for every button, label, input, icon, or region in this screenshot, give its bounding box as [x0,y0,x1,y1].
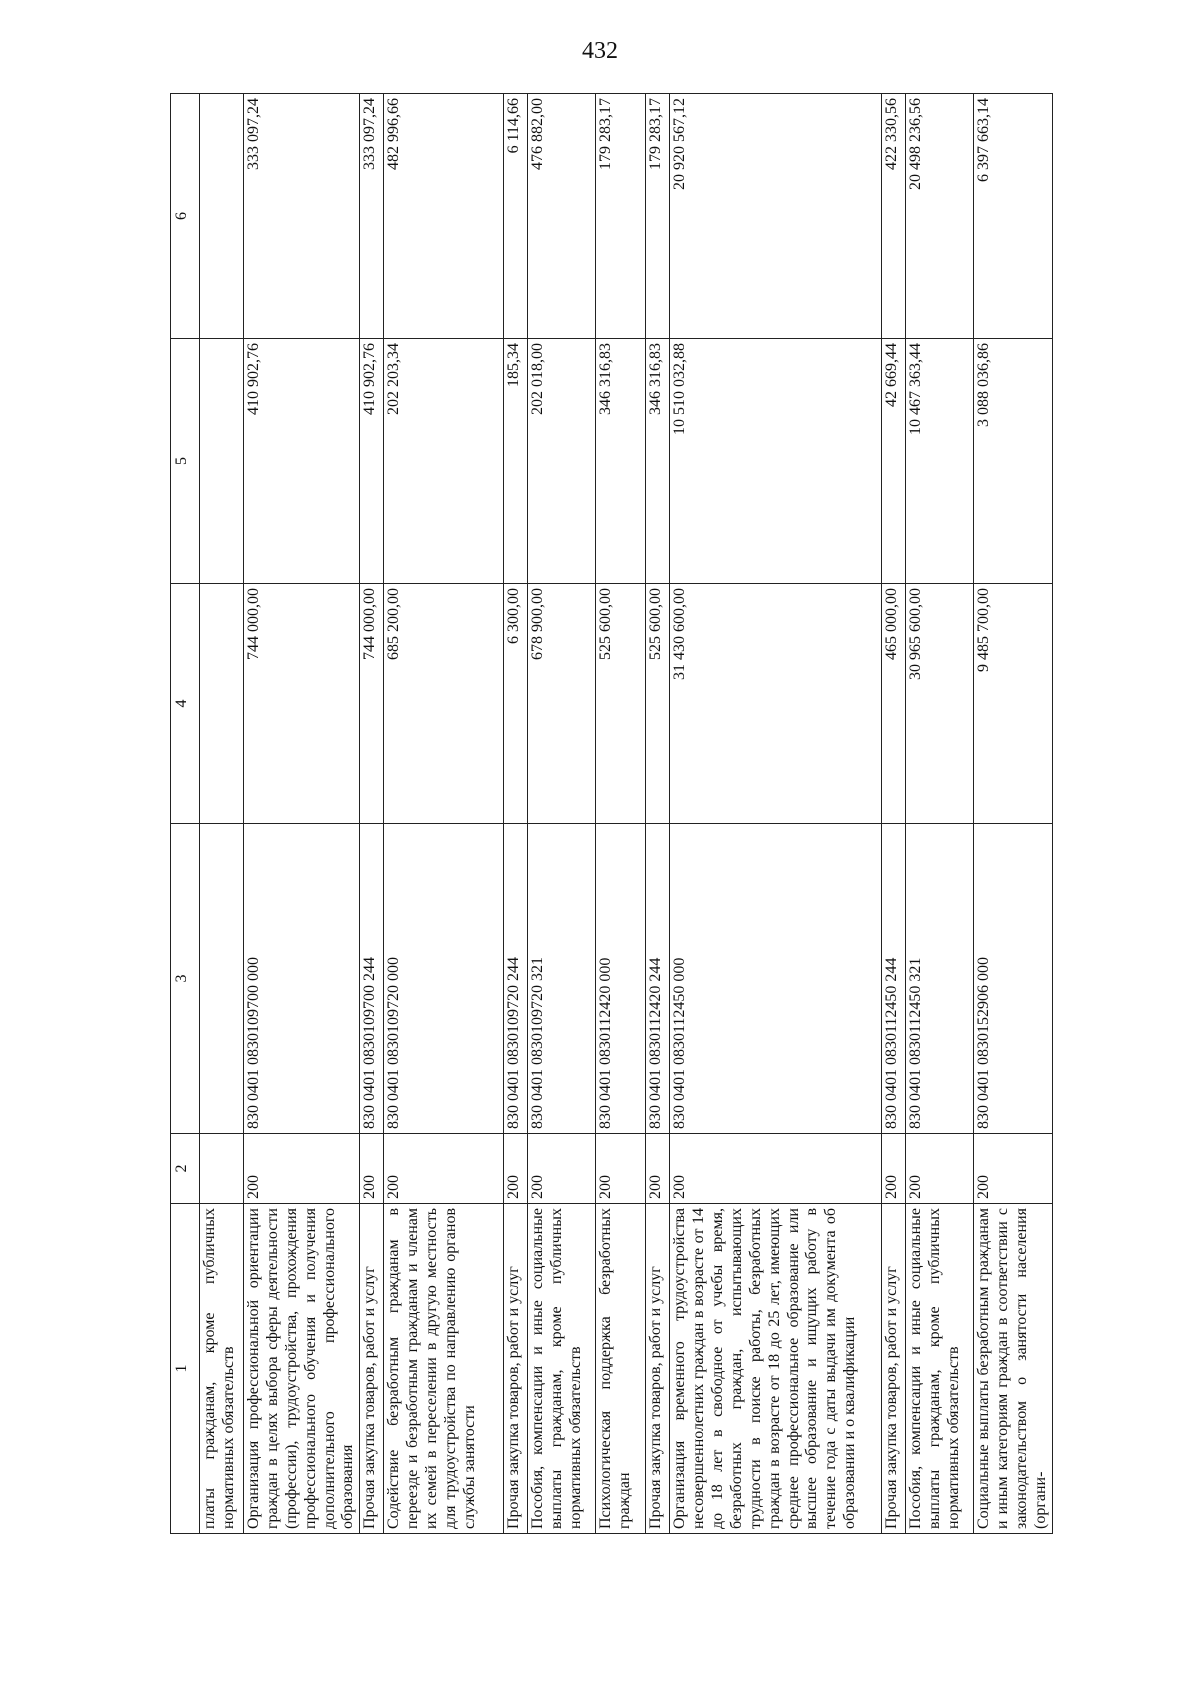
row-code-cell: 200 [384,1134,504,1204]
row-executed-cell: 185,34 [504,339,528,584]
column-header: 6 [171,94,200,339]
column-number-row [171,94,200,1534]
column-header: 1 [171,1204,200,1534]
row-name-cell: Социальные выплаты безработным гражданам и иным категориям граждан в соответствии с законодательством о занятости населения (органи- [974,1204,1053,1534]
row-name-cell: Прочая закупка товаров, работ и услуг [504,1204,528,1534]
row-kbk-cell: 830 0401 0830109700 244 [360,824,384,1134]
row-kbk-cell [200,824,244,1134]
row-executed-cell: 410 902,76 [360,339,384,584]
row-code-cell: 200 [528,1134,596,1204]
table-row [596,94,646,1534]
row-plan-cell: 685 200,00 [384,584,504,824]
table-row [528,94,596,1534]
row-name-cell: Прочая закупка товаров, работ и услуг [646,1204,670,1534]
row-name-cell: Пособия, компенсации и иные социальные выплаты гражданам, кроме публичных нормативных обязательств [528,1204,596,1534]
row-executed-cell: 346 316,83 [646,339,670,584]
page-number: 432 [582,38,618,64]
row-code-cell: 200 [670,1134,882,1204]
table-row [504,94,528,1534]
row-remainder-cell: 179 283,17 [646,94,670,339]
row-remainder-cell: 6 397 663,14 [974,94,1053,339]
row-plan-cell: 9 485 700,00 [974,584,1053,824]
table-row [200,94,244,1534]
row-remainder-cell: 20 498 236,56 [906,94,974,339]
row-name-cell: Организация профессиональной ориентации граждан в целях выбора сферы деятельности (профессии), трудоустройства, прохождения профессионального обучения и получения дополнительного профессионального образования [244,1204,360,1534]
table-row [906,94,974,1534]
row-code-cell [200,1134,244,1204]
row-kbk-cell: 830 0401 0830112450 000 [670,824,882,1134]
row-executed-cell: 202 018,00 [528,339,596,584]
row-remainder-cell [200,94,244,339]
row-plan-cell: 744 000,00 [360,584,384,824]
row-kbk-cell: 830 0401 0830112420 244 [646,824,670,1134]
row-remainder-cell: 482 996,66 [384,94,504,339]
row-kbk-cell: 830 0401 0830109720 321 [528,824,596,1134]
row-kbk-cell: 830 0401 0830109720 000 [384,824,504,1134]
budget-table [170,93,1053,1534]
row-executed-cell: 346 316,83 [596,339,646,584]
row-remainder-cell: 6 114,66 [504,94,528,339]
table-row [882,94,906,1534]
row-plan-cell: 465 000,00 [882,584,906,824]
row-remainder-cell: 476 882,00 [528,94,596,339]
row-kbk-cell: 830 0401 0830109700 000 [244,824,360,1134]
row-executed-cell: 202 203,34 [384,339,504,584]
row-plan-cell: 31 430 600,00 [670,584,882,824]
row-code-cell: 200 [596,1134,646,1204]
row-code-cell: 200 [244,1134,360,1204]
column-header: 3 [171,824,200,1134]
row-code-cell: 200 [906,1134,974,1204]
row-executed-cell: 3 088 036,86 [974,339,1053,584]
table-row [384,94,504,1534]
row-name-cell: Прочая закупка товаров, работ и услуг [882,1204,906,1534]
column-header: 5 [171,339,200,584]
table-row [974,94,1053,1534]
row-remainder-cell: 422 330,56 [882,94,906,339]
row-remainder-cell: 333 097,24 [360,94,384,339]
row-plan-cell: 525 600,00 [596,584,646,824]
row-executed-cell: 42 669,44 [882,339,906,584]
column-header: 2 [171,1134,200,1204]
row-code-cell: 200 [882,1134,906,1204]
column-header: 4 [171,584,200,824]
row-executed-cell: 410 902,76 [244,339,360,584]
row-executed-cell [200,339,244,584]
budget-table-rotated [170,94,1055,1534]
row-kbk-cell: 830 0401 0830112450 321 [906,824,974,1134]
table-row [360,94,384,1534]
row-executed-cell: 10 467 363,44 [906,339,974,584]
row-code-cell: 200 [646,1134,670,1204]
row-name-cell: Содействие безработным гражданам в переезде и безработным гражданам и членам их семей в переселении в другую местность для трудоустройства по направлению органов службы занятости [384,1204,504,1534]
row-plan-cell [200,584,244,824]
row-plan-cell: 678 900,00 [528,584,596,824]
table-row [670,94,882,1534]
row-code-cell: 200 [504,1134,528,1204]
row-code-cell: 200 [974,1134,1053,1204]
row-kbk-cell: 830 0401 0830109720 244 [504,824,528,1134]
row-kbk-cell: 830 0401 0830152906 000 [974,824,1053,1134]
row-code-cell: 200 [360,1134,384,1204]
row-remainder-cell: 179 283,17 [596,94,646,339]
row-plan-cell: 525 600,00 [646,584,670,824]
row-kbk-cell: 830 0401 0830112420 000 [596,824,646,1134]
table-row [244,94,360,1534]
row-plan-cell: 6 300,00 [504,584,528,824]
row-kbk-cell: 830 0401 0830112450 244 [882,824,906,1134]
row-remainder-cell: 20 920 567,12 [670,94,882,339]
row-name-cell: Пособия, компенсации и иные социальные выплаты гражданам, кроме публичных нормативных обязательств [906,1204,974,1534]
row-executed-cell: 10 510 032,88 [670,339,882,584]
row-plan-cell: 30 965 600,00 [906,584,974,824]
row-name-cell: Организация временного трудоустройства несовершеннолетних граждан в возрасте от 14 до 18 лет в свободное от учебы время, безработных граждан, испытывающих трудности в поиске работы, безработных граждан в возрасте от 18 до 25 лет, имеющих среднее профессиональное образование или высшее образование и ищущих работу в течение года с даты выдачи им документа об образовании и о квалификации [670,1204,882,1534]
row-plan-cell: 744 000,00 [244,584,360,824]
table-row [646,94,670,1534]
row-name-cell: Прочая закупка товаров, работ и услуг [360,1204,384,1534]
row-name-cell: платы гражданам, кроме публичных нормативных обязательств [200,1204,244,1534]
row-remainder-cell: 333 097,24 [244,94,360,339]
row-name-cell: Психологическая поддержка безработных граждан [596,1204,646,1534]
